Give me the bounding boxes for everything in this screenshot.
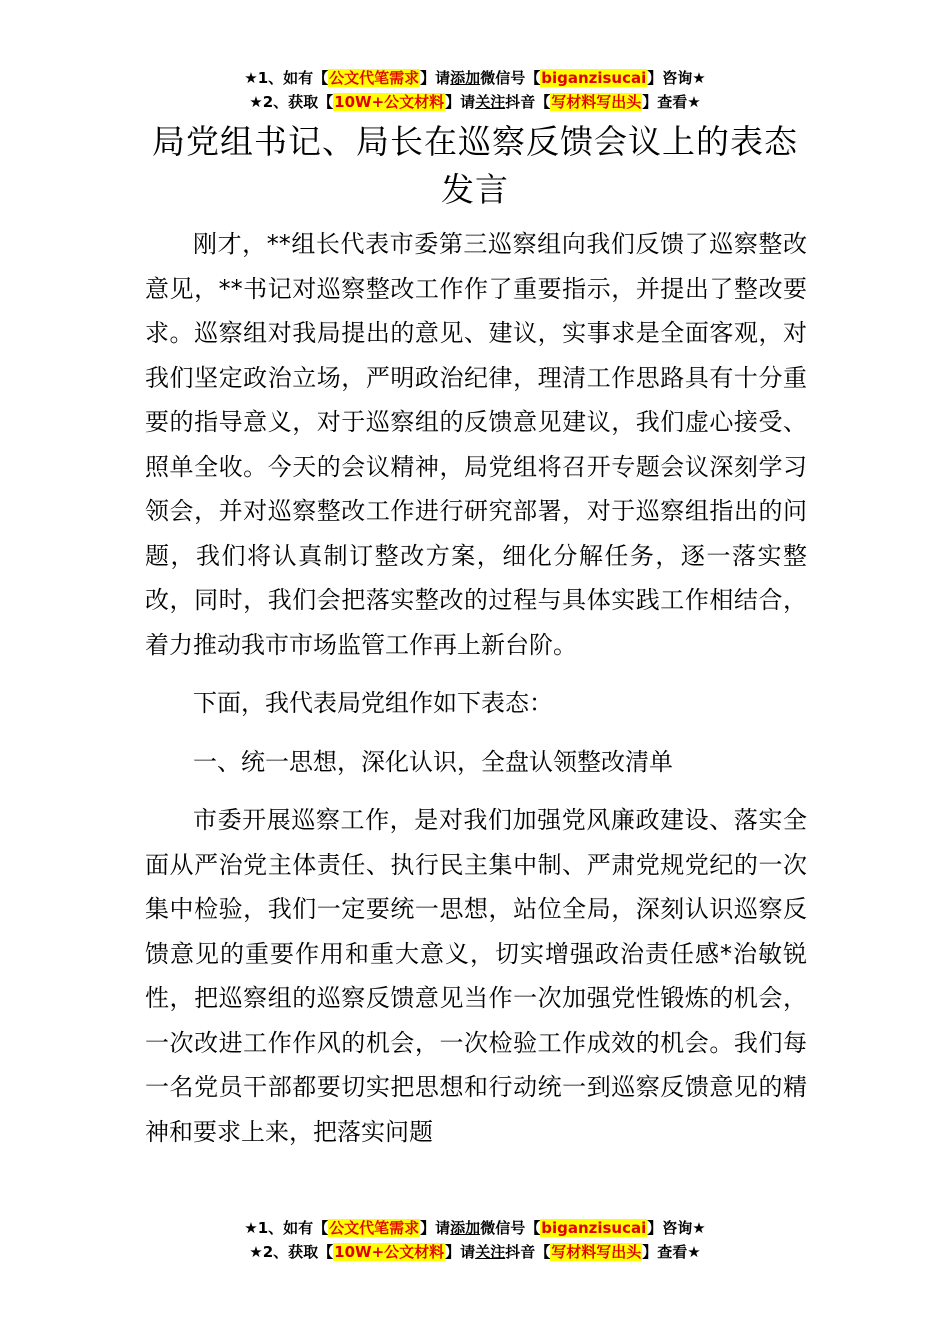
- highlight-douyin-account: 写材料写出头: [551, 93, 642, 111]
- banner-line-2: ★2、获取【10W+公文材料】请关注抖音【写材料写出头】查看★: [249, 93, 701, 111]
- star-icon: ★: [687, 93, 701, 111]
- star-icon: ★: [687, 1243, 701, 1261]
- highlight-wechat-id: biganzisucai: [541, 1219, 647, 1237]
- section-heading-1: 一、统一思想，深化认识，全盘认领整改清单: [193, 747, 673, 776]
- star-icon: ★: [692, 1219, 706, 1237]
- highlight-douyin-account: 写材料写出头: [551, 1243, 642, 1261]
- title-line-1: 局党组书记、局长在巡察反馈会议上的表态: [152, 122, 798, 161]
- banner-line-1: ★1、如有【公文代笔需求】请添加微信号【biganzisucai】咨询★: [244, 1219, 706, 1237]
- paragraph-section-1: 市委开展巡察工作，是对我们加强党风廉政建设、落实全面从严治党主体责任、执行民主集中制、严肃党规党纪的一次集中检验，我们一定要统一思想，站位全局，深刻认识巡察反馈意见的重要作用和重大意义，切实增强政治责任感*治敏锐性，把巡察组的巡察反馈意见当作一次加强党性锻炼的机会，一次改进工作作风的机会，一次检验工作成效的机会。我们每一名党员干部都要切实把思想和行动统一到巡察反馈意见的精神和要求上来，把落实问题: [145, 806, 807, 1146]
- paragraph-statement-lead: 下面，我代表局党组作如下表态：: [193, 689, 553, 717]
- star-icon: ★: [244, 1219, 258, 1237]
- header-banner: [0, 66, 950, 114]
- highlight-wechat-id: biganzisucai: [541, 69, 647, 87]
- star-icon: ★: [249, 93, 263, 111]
- highlight-materials: 10W+公文材料: [334, 93, 445, 111]
- star-icon: ★: [692, 69, 706, 87]
- banner-line-1: ★1、如有【公文代笔需求】请添加微信号【biganzisucai】咨询★: [244, 69, 706, 87]
- footer-banner: [0, 1216, 950, 1264]
- star-icon: ★: [244, 69, 258, 87]
- title-line-2: 发言: [441, 170, 509, 209]
- document-title: [145, 118, 805, 214]
- banner-line-2: ★2、获取【10W+公文材料】请关注抖音【写材料写出头】查看★: [249, 1243, 701, 1261]
- paragraph-intro: 刚才，**组长代表市委第三巡察组向我们反馈了巡察整改意见，**书记对巡察整改工作作了重要指示，并提出了整改要求。巡察组对我局提出的意见、建议，实事求是全面客观，对我们坚定政治立场，严明政治纪律，理清工作思路具有十分重要的指导意义，对于巡察组的反馈意见建议，我们虚心接受、照单全收。今天的会议精神，局党组将召开专题会议深刻学习领会，并对巡察整改工作进行研究部署，对于巡察组指出的问题，我们将认真制订整改方案，细化分解任务，逐一落实整改，同时，我们会把落实整改的过程与具体实践工作相结合，着力推动我市市场监管工作再上新台阶。: [145, 230, 807, 659]
- highlight-service: 公文代笔需求: [329, 69, 420, 87]
- document-body: [145, 222, 807, 1154]
- highlight-service: 公文代笔需求: [329, 1219, 420, 1237]
- star-icon: ★: [249, 1243, 263, 1261]
- highlight-materials: 10W+公文材料: [334, 1243, 445, 1261]
